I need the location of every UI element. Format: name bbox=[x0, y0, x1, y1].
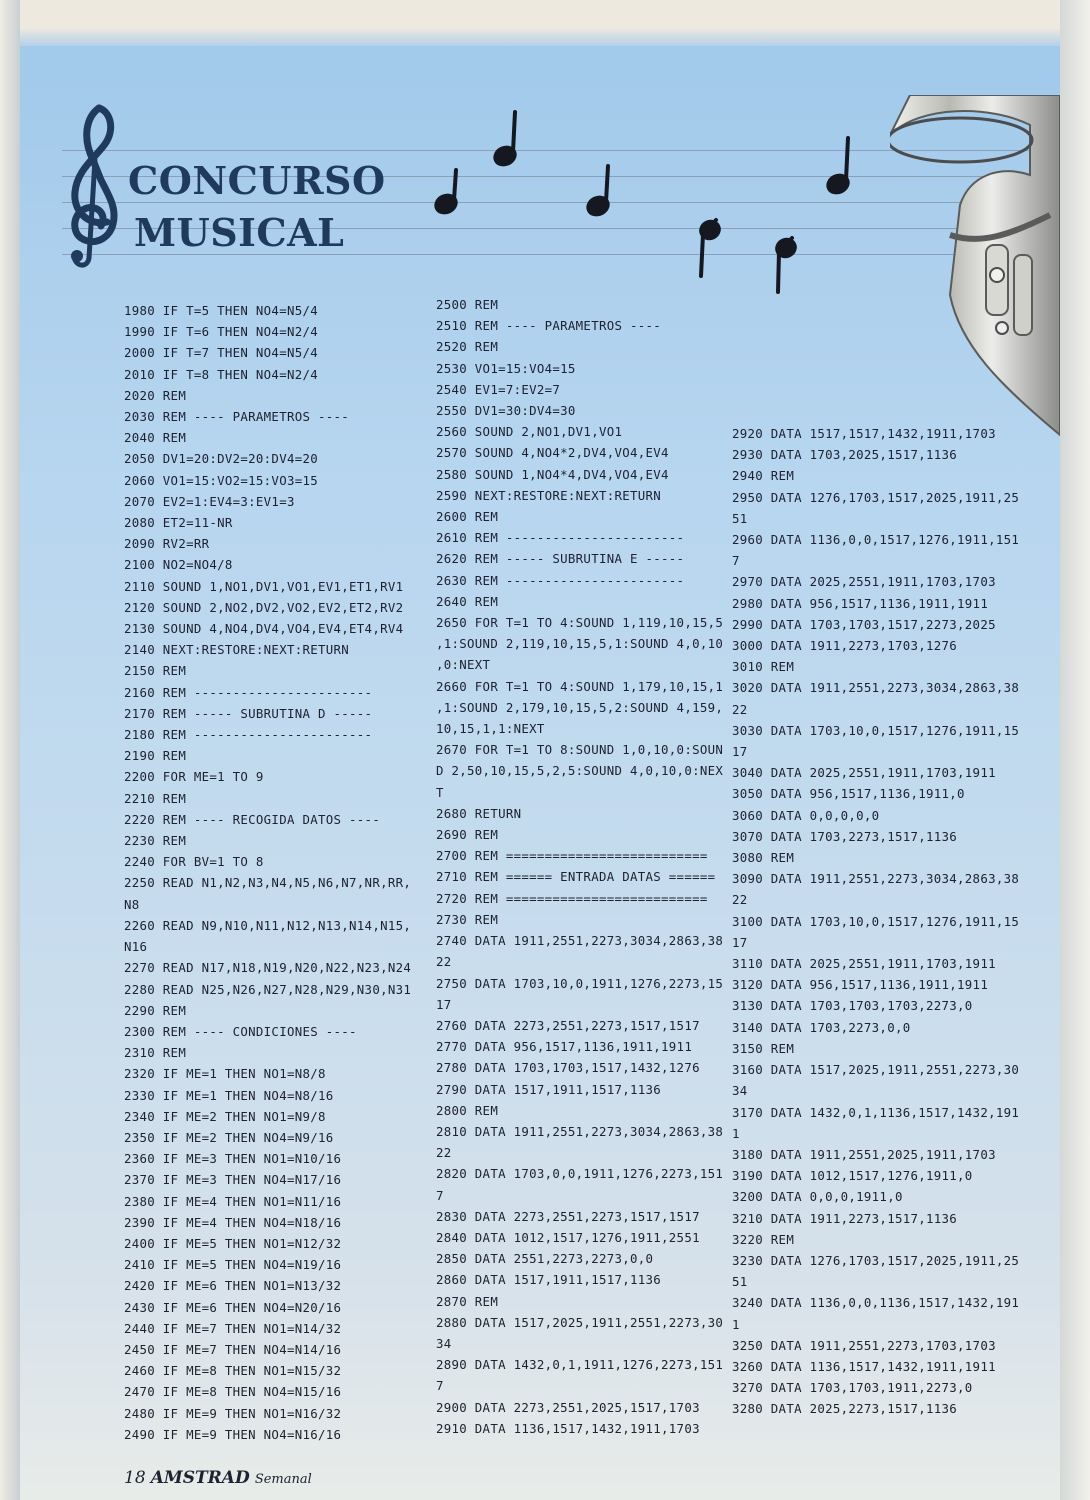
music-note-icon bbox=[493, 112, 518, 167]
code-line: 2250 READ N1,N2,N3,N4,N5,N6,N7,NR,RR, bbox=[124, 875, 412, 891]
code-line: 2850 DATA 2551,2273,2273,0,0 bbox=[436, 1251, 654, 1267]
code-line: 2240 FOR BV=1 TO 8 bbox=[124, 854, 264, 870]
code-line: 2460 IF ME=8 THEN NO1=N15/32 bbox=[124, 1363, 342, 1379]
code-line: 2060 VO1=15:VO2=15:VO3=15 bbox=[124, 472, 318, 488]
code-line: 2650 FOR T=1 TO 4:SOUND 1,119,10,15,5 bbox=[436, 615, 724, 631]
code-line: 2410 IF ME=5 THEN NO4=N19/16 bbox=[124, 1257, 342, 1273]
music-note-icon bbox=[698, 219, 721, 276]
code-line: 2440 IF ME=7 THEN NO1=N14/32 bbox=[124, 1320, 342, 1336]
code-line: 2840 DATA 1012,1517,1276,1911,2551 bbox=[436, 1229, 700, 1245]
code-line: 2980 DATA 956,1517,1136,1911,1911 bbox=[732, 595, 989, 611]
code-line: 2800 REM bbox=[436, 1102, 499, 1118]
code-line: 2360 IF ME=3 THEN NO1=N10/16 bbox=[124, 1151, 342, 1167]
code-line: 2870 REM bbox=[436, 1293, 499, 1309]
code-line: D 2,50,10,15,5,2,5:SOUND 4,0,10,0:NEX bbox=[436, 763, 724, 779]
code-line: ,0:NEXT bbox=[436, 657, 491, 673]
code-line: 2210 REM bbox=[124, 790, 187, 806]
page-footer bbox=[124, 1468, 312, 1488]
code-line: 1 bbox=[732, 1125, 740, 1141]
code-line: 2780 DATA 1703,1703,1517,1432,1276 bbox=[436, 1060, 700, 1076]
code-line: 2480 IF ME=9 THEN NO1=N16/32 bbox=[124, 1405, 342, 1421]
code-line: 2500 REM bbox=[436, 297, 499, 312]
code-line: 2970 DATA 2025,2551,1911,1703,1703 bbox=[732, 574, 996, 590]
code-line: 2450 IF ME=7 THEN NO4=N14/16 bbox=[124, 1341, 342, 1357]
code-line: 3160 DATA 1517,2025,1911,2551,2273,30 bbox=[732, 1062, 1020, 1078]
code-line: 2640 REM bbox=[436, 593, 499, 609]
page-title-line1: CONCURSO bbox=[128, 158, 386, 203]
code-line: 34 bbox=[732, 1083, 748, 1099]
code-line: 2790 DATA 1517,1911,1517,1136 bbox=[436, 1081, 662, 1097]
code-line: 2770 DATA 956,1517,1136,1911,1911 bbox=[436, 1039, 693, 1055]
code-line: 3220 REM bbox=[732, 1231, 795, 1247]
code-line: 2990 DATA 1703,1703,1517,2273,2025 bbox=[732, 616, 996, 632]
code-line: 2030 REM ---- PARAMETROS ---- bbox=[124, 409, 350, 425]
code-line: 2080 ET2=11-NR bbox=[124, 515, 233, 531]
code-line: 2430 IF ME=6 THEN NO4=N20/16 bbox=[124, 1299, 342, 1315]
code-line: 2760 DATA 2273,2551,2273,1517,1517 bbox=[436, 1017, 700, 1033]
code-line: 2140 NEXT:RESTORE:NEXT:RETURN bbox=[124, 642, 350, 658]
code-line: 2820 DATA 1703,0,0,1911,1276,2273,151 bbox=[436, 1166, 724, 1182]
code-line: 2930 DATA 1703,2025,1517,1136 bbox=[732, 447, 958, 463]
code-line: 2190 REM bbox=[124, 748, 187, 764]
publication-subtitle: Semanal bbox=[254, 1472, 312, 1487]
code-line: 34 bbox=[436, 1335, 452, 1351]
code-line: 2290 REM bbox=[124, 1002, 187, 1018]
code-line: 2260 READ N9,N10,N11,N12,N13,N14,N15, bbox=[124, 917, 412, 933]
code-line: 2070 EV2=1:EV4=3:EV1=3 bbox=[124, 493, 295, 509]
code-line: ,1:SOUND 2,119,10,15,5,1:SOUND 4,0,10 bbox=[436, 636, 724, 652]
code-line: N16 bbox=[124, 939, 148, 955]
code-line: 3050 DATA 956,1517,1136,1911,0 bbox=[732, 786, 965, 802]
music-note-icon bbox=[434, 170, 459, 215]
code-line: 7 bbox=[732, 553, 740, 569]
code-line: 3030 DATA 1703,10,0,1517,1276,1911,15 bbox=[732, 722, 1020, 738]
code-line: 2130 SOUND 4,NO4,DV4,VO4,EV4,ET4,RV4 bbox=[124, 621, 404, 637]
code-line: 2340 IF ME=2 THEN NO1=N9/8 bbox=[124, 1108, 326, 1124]
code-line: 2390 IF ME=4 THEN NO4=N18/16 bbox=[124, 1214, 342, 1230]
music-note-icon bbox=[826, 138, 851, 195]
code-line: 2700 REM ========================== bbox=[436, 848, 708, 864]
code-line: 2530 VO1=15:VO4=15 bbox=[436, 360, 576, 376]
page-title-line2: MUSICAL bbox=[134, 210, 345, 255]
code-line: 2110 SOUND 1,NO1,DV1,VO1,EV1,ET1,RV1 bbox=[124, 578, 404, 594]
code-line: 2720 REM ========================== bbox=[436, 890, 708, 906]
code-line: 2180 REM ----------------------- bbox=[124, 727, 373, 743]
code-line: 3230 DATA 1276,1703,1517,2025,1911,25 bbox=[732, 1252, 1020, 1268]
code-line: 2300 REM ---- CONDICIONES ---- bbox=[124, 1023, 357, 1039]
code-line: 2150 REM bbox=[124, 663, 187, 679]
code-line: 2960 DATA 1136,0,0,1517,1276,1911,151 bbox=[732, 532, 1020, 548]
code-line: 17 bbox=[436, 996, 452, 1012]
code-line: 2120 SOUND 2,NO2,DV2,VO2,EV2,ET2,RV2 bbox=[124, 599, 404, 615]
code-line: 2750 DATA 1703,10,0,1911,1276,2273,15 bbox=[436, 975, 724, 991]
code-line: 2860 DATA 1517,1911,1517,1136 bbox=[436, 1272, 662, 1288]
code-column-3 bbox=[732, 423, 1019, 1420]
code-line: 3240 DATA 1136,0,0,1136,1517,1432,191 bbox=[732, 1295, 1020, 1311]
code-line: 3140 DATA 1703,2273,0,0 bbox=[732, 1019, 911, 1035]
code-line: 2830 DATA 2273,2551,2273,1517,1517 bbox=[436, 1208, 700, 1224]
code-line: 2690 REM bbox=[436, 827, 499, 843]
code-line: 2890 DATA 1432,0,1,1911,1276,2273,151 bbox=[436, 1357, 724, 1373]
code-line: 2910 DATA 1136,1517,1432,1911,1703 bbox=[436, 1420, 700, 1436]
code-line: 3000 DATA 1911,2273,1703,1276 bbox=[732, 638, 958, 654]
code-line: 2540 EV1=7:EV2=7 bbox=[436, 381, 561, 397]
code-line: 22 bbox=[436, 1145, 452, 1161]
code-line: 2100 NO2=NO4/8 bbox=[124, 557, 233, 573]
code-line: 2320 IF ME=1 THEN NO1=N8/8 bbox=[124, 1066, 326, 1082]
code-line: 51 bbox=[732, 510, 748, 526]
code-line: 2090 RV2=RR bbox=[124, 536, 210, 552]
code-line: 2710 REM ====== ENTRADA DATAS ====== bbox=[436, 869, 716, 885]
code-line: 3180 DATA 1911,2551,2025,1911,1703 bbox=[732, 1146, 996, 1162]
code-line: 2200 FOR ME=1 TO 9 bbox=[124, 769, 264, 785]
code-line: 2380 IF ME=4 THEN NO1=N11/16 bbox=[124, 1193, 342, 1209]
code-line: 2050 DV1=20:DV2=20:DV4=20 bbox=[124, 451, 318, 467]
code-line: N8 bbox=[124, 896, 140, 912]
code-line: 2580 SOUND 1,NO4*4,DV4,VO4,EV4 bbox=[436, 466, 669, 482]
code-line: 3060 DATA 0,0,0,0,0 bbox=[732, 807, 880, 823]
code-line: 2220 REM ---- RECOGIDA DATOS ---- bbox=[124, 811, 381, 827]
code-line: 3250 DATA 1911,2551,2273,1703,1703 bbox=[732, 1337, 996, 1353]
code-line: 51 bbox=[732, 1274, 748, 1290]
code-line: 17 bbox=[732, 744, 748, 760]
code-line: T bbox=[436, 784, 444, 800]
code-line: 2310 REM bbox=[124, 1045, 187, 1061]
code-line: 1 bbox=[732, 1316, 740, 1332]
code-line: 2730 REM bbox=[436, 911, 499, 927]
code-line: 2490 IF ME=9 THEN NO4=N16/16 bbox=[124, 1426, 342, 1442]
code-line: 7 bbox=[436, 1187, 444, 1203]
code-line: 3110 DATA 2025,2551,1911,1703,1911 bbox=[732, 956, 996, 972]
code-line: 3120 DATA 956,1517,1136,1911,1911 bbox=[732, 977, 989, 993]
code-line: 2400 IF ME=5 THEN NO1=N12/32 bbox=[124, 1235, 342, 1251]
code-line: 3190 DATA 1012,1517,1276,1911,0 bbox=[732, 1168, 973, 1184]
code-line: 22 bbox=[732, 892, 748, 908]
code-line: 2350 IF ME=2 THEN NO4=N9/16 bbox=[124, 1129, 334, 1145]
code-line: 3130 DATA 1703,1703,1703,2273,0 bbox=[732, 998, 973, 1014]
code-line: 3200 DATA 0,0,0,1911,0 bbox=[732, 1189, 903, 1205]
code-line: 3170 DATA 1432,0,1,1136,1517,1432,191 bbox=[732, 1104, 1020, 1120]
code-line: 22 bbox=[436, 954, 452, 970]
code-line: 3020 DATA 1911,2551,2273,3034,2863,38 bbox=[732, 680, 1020, 696]
code-line: 22 bbox=[732, 701, 748, 717]
code-line: 2280 READ N25,N26,N27,N28,N29,N30,N31 bbox=[124, 981, 412, 997]
code-line: 2630 REM ----------------------- bbox=[436, 572, 685, 588]
code-line: 2000 IF T=7 THEN NO4=N5/4 bbox=[124, 345, 318, 361]
code-line: 2370 IF ME=3 THEN NO4=N17/16 bbox=[124, 1172, 342, 1188]
code-line: 2670 FOR T=1 TO 8:SOUND 1,0,10,0:SOUN bbox=[436, 742, 724, 758]
code-line: 17 bbox=[732, 934, 748, 950]
code-line: 2550 DV1=30:DV4=30 bbox=[436, 403, 576, 419]
code-line: 2560 SOUND 2,NO1,DV1,VO1 bbox=[436, 424, 623, 440]
code-line: 2620 REM ----- SUBRUTINA E ----- bbox=[436, 551, 685, 567]
code-line: 2660 FOR T=1 TO 4:SOUND 1,179,10,15,1 bbox=[436, 678, 724, 694]
code-line: 2680 RETURN bbox=[436, 805, 522, 821]
code-line: 2510 REM ---- PARAMETROS ---- bbox=[436, 318, 662, 334]
code-line: 7 bbox=[436, 1378, 444, 1394]
code-line: 10,15,1,1:NEXT bbox=[436, 721, 545, 737]
code-line: 2610 REM ----------------------- bbox=[436, 530, 685, 546]
code-line: 3270 DATA 1703,1703,1911,2273,0 bbox=[732, 1380, 973, 1396]
code-column-1 bbox=[124, 300, 411, 1445]
code-line: 1990 IF T=6 THEN NO4=N2/4 bbox=[124, 324, 318, 340]
code-column-2 bbox=[436, 294, 723, 1439]
tuba-illustration bbox=[890, 95, 1060, 440]
page-number: 18 bbox=[124, 1468, 146, 1488]
code-line: 3260 DATA 1136,1517,1432,1911,1911 bbox=[732, 1358, 996, 1374]
code-line: 2420 IF ME=6 THEN NO1=N13/32 bbox=[124, 1278, 342, 1294]
code-line: 2920 DATA 1517,1517,1432,1911,1703 bbox=[732, 426, 996, 441]
code-line: 2570 SOUND 4,NO4*2,DV4,VO4,EV4 bbox=[436, 445, 669, 461]
music-note-icon bbox=[586, 166, 611, 217]
code-line: 2590 NEXT:RESTORE:NEXT:RETURN bbox=[436, 487, 662, 503]
code-line: 3090 DATA 1911,2551,2273,3034,2863,38 bbox=[732, 871, 1020, 887]
code-line: 2950 DATA 1276,1703,1517,2025,1911,25 bbox=[732, 489, 1020, 505]
code-line: 2040 REM bbox=[124, 430, 187, 446]
code-line: 3280 DATA 2025,2273,1517,1136 bbox=[732, 1401, 958, 1417]
code-line: 2230 REM bbox=[124, 833, 187, 849]
code-line: 2470 IF ME=8 THEN NO4=N15/16 bbox=[124, 1384, 342, 1400]
code-line: 1980 IF T=5 THEN NO4=N5/4 bbox=[124, 303, 318, 318]
code-line: 2810 DATA 1911,2551,2273,3034,2863,38 bbox=[436, 1123, 724, 1139]
code-line: 3150 REM bbox=[732, 1040, 795, 1056]
code-line: 2940 REM bbox=[732, 468, 795, 484]
code-line: 2020 REM bbox=[124, 387, 187, 403]
code-line: 3100 DATA 1703,10,0,1517,1276,1911,15 bbox=[732, 913, 1020, 929]
code-line: 3070 DATA 1703,2273,1517,1136 bbox=[732, 828, 958, 844]
code-line: 2880 DATA 1517,2025,1911,2551,2273,30 bbox=[436, 1314, 724, 1330]
code-line: 2520 REM bbox=[436, 339, 499, 355]
code-line: 3210 DATA 1911,2273,1517,1136 bbox=[732, 1210, 958, 1226]
publication-name: AMSTRAD bbox=[150, 1468, 250, 1488]
code-line: 2900 DATA 2273,2551,2025,1517,1703 bbox=[436, 1399, 700, 1415]
code-line: ,1:SOUND 2,179,10,15,5,2:SOUND 4,159, bbox=[436, 699, 724, 715]
music-note-icon bbox=[774, 237, 797, 292]
code-line: 3010 REM bbox=[732, 659, 795, 675]
code-line: 2160 REM ----------------------- bbox=[124, 684, 373, 700]
code-line: 2010 IF T=8 THEN NO4=N2/4 bbox=[124, 366, 318, 382]
code-line: 2600 REM bbox=[436, 509, 499, 525]
code-line: 2170 REM ----- SUBRUTINA D ----- bbox=[124, 705, 373, 721]
code-line: 2740 DATA 1911,2551,2273,3034,2863,38 bbox=[436, 933, 724, 949]
code-line: 2270 READ N17,N18,N19,N20,N22,N23,N24 bbox=[124, 960, 412, 976]
code-line: 3040 DATA 2025,2551,1911,1703,1911 bbox=[732, 765, 996, 781]
code-line: 3080 REM bbox=[732, 850, 795, 866]
code-line: 2330 IF ME=1 THEN NO4=N8/16 bbox=[124, 1087, 334, 1103]
